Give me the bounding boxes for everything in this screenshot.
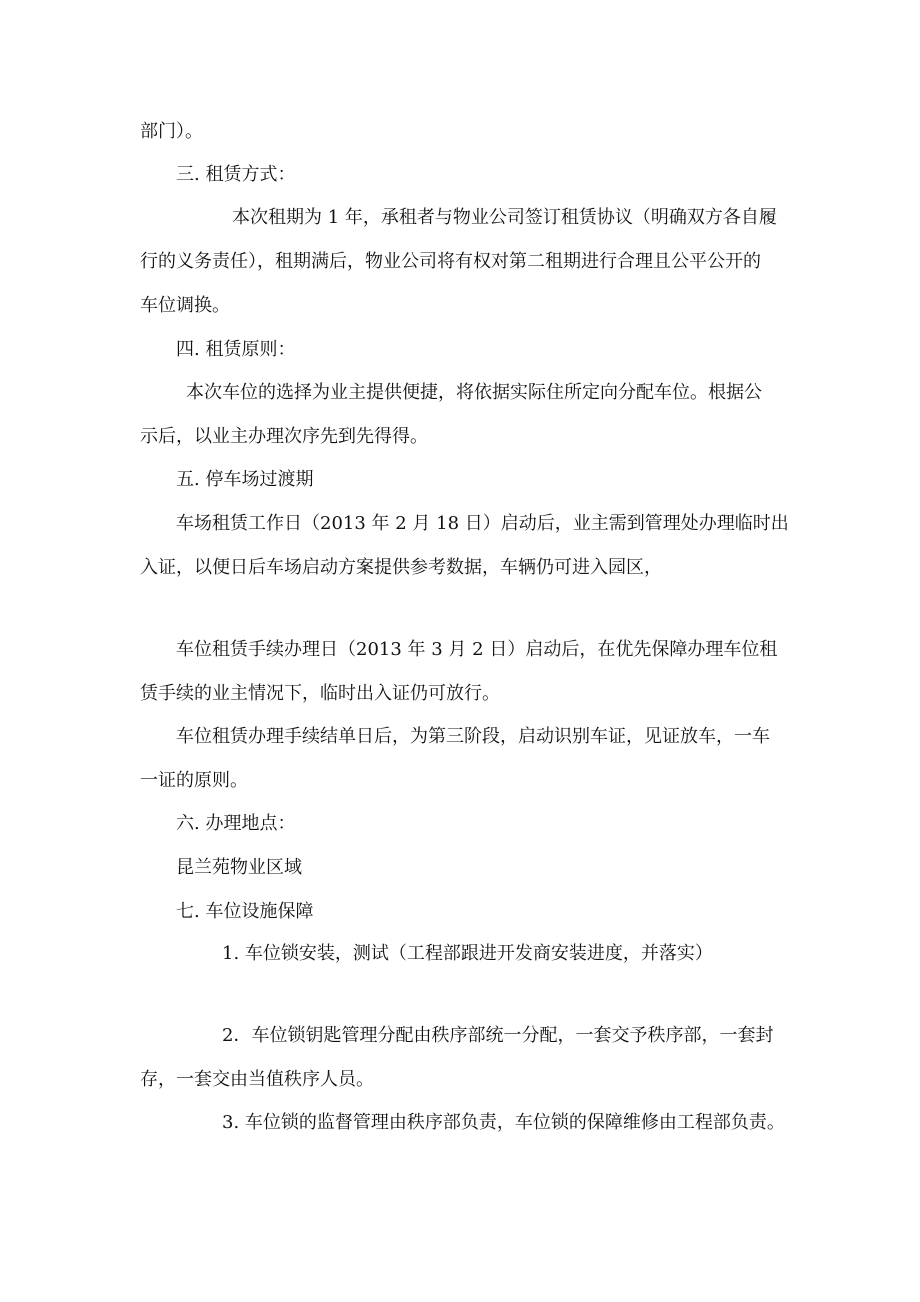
text-line: 六. 办理地点： bbox=[176, 813, 296, 834]
text-line: 七. 车位设施保障 bbox=[176, 901, 314, 922]
text-line: 部门）。 bbox=[140, 121, 203, 142]
text-line: 3. 车位锁的监督管理由秩序部负责，车位锁的保障维修由工程部负责。 bbox=[222, 1112, 785, 1133]
text-line: 五. 停车场过渡期 bbox=[176, 469, 314, 490]
text-line: 入证，以便日后车场启动方案提供参考数据，车辆仍可进入园区， bbox=[140, 557, 662, 578]
text-line: 三. 租赁方式： bbox=[176, 164, 296, 185]
text-line: 车位租赁手续办理日（2013 年 3 月 2 日）启动后，在优先保障办理车位租 bbox=[176, 639, 778, 660]
text-line: 1. 车位锁安装，测试（工程部跟进开发商安装进度，并落实） bbox=[222, 943, 713, 964]
text-line: 车位调换。 bbox=[140, 295, 230, 316]
text-line: 行的义务责任），租期满后，物业公司将有权对第二租期进行合理且公平公开的 bbox=[140, 251, 761, 272]
text-line: 车场租赁工作日（2013 年 2 月 18 日）启动后，业主需到管理处办理临时出 bbox=[176, 513, 789, 534]
text-line: 示后，以业主办理次序先到先得得。 bbox=[140, 426, 428, 447]
text-line: 本次租期为 1 年，承租者与物业公司签订租赁协议（明确双方各自履 bbox=[232, 207, 777, 228]
text-line: 存，一套交由当值秩序人员。 bbox=[140, 1069, 374, 1090]
text-line: 本次车位的选择为业主提供便捷，将依据实际住所定向分配车位。根据公 bbox=[186, 382, 762, 403]
text-line: 一证的原则。 bbox=[140, 770, 248, 791]
text-line: 昆兰苑物业区域 bbox=[176, 857, 302, 878]
text-line: 四. 租赁原则： bbox=[176, 339, 296, 360]
text-line: 2．车位锁钥匙管理分配由秩序部统一分配，一套交予秩序部，一套封 bbox=[222, 1025, 774, 1046]
text-line: 赁手续的业主情况下，临时出入证仍可放行。 bbox=[140, 683, 500, 704]
text-line: 车位租赁办理手续结单日后，为第三阶段，启动识别车证，见证放车，一车 bbox=[176, 726, 770, 747]
